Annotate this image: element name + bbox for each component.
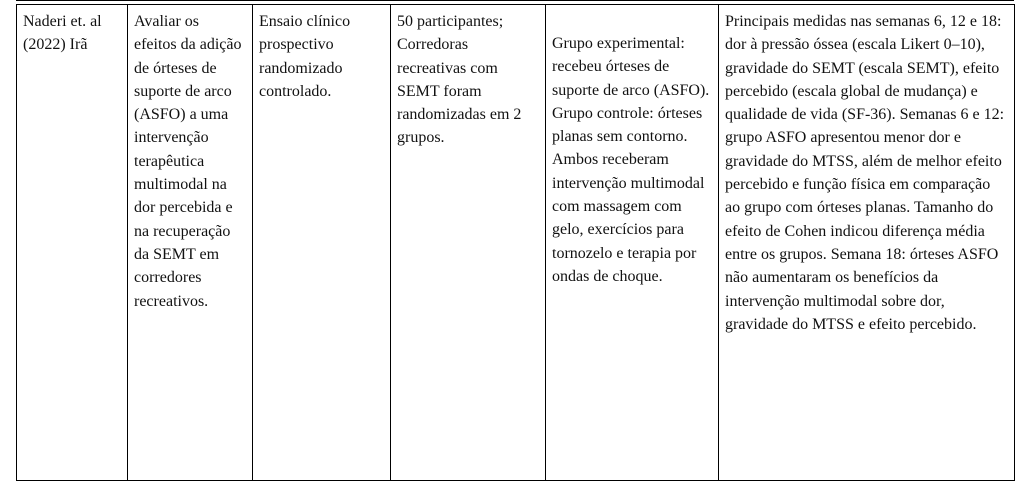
- cell-objective: [128, 5, 253, 481]
- intervention-text: Grupo experimental: recebeu órteses de suporte de arco (ASFO). Grupo controle: órteses planas sem contorno. Ambos receberam intervenção multimodal com massagem com gelo, exercícios para tornozelo e terapia por ondas de choque.: [552, 35, 710, 285]
- intervention-spacer: [552, 10, 711, 32]
- objective-text: Avaliar os efeitos da adição de órteses de suporte de arco (ASFO) a uma intervenção terapêutica multimodal na dor percebida e na recuperação da SEMT em corredores recreativos.: [134, 13, 242, 310]
- cell-study: [17, 5, 128, 481]
- cell-design: [253, 5, 391, 481]
- cell-results: [719, 5, 1015, 481]
- table-row: [17, 5, 1015, 481]
- cell-sample: [391, 5, 546, 481]
- design-text: Ensaio clínico prospectivo randomizado controlado.: [259, 13, 351, 100]
- sample-text: 50 participantes; Corredoras recreativas com SEMT foram randomizadas em 2 grupos.: [397, 13, 522, 147]
- study-summary-table: [16, 4, 1015, 481]
- results-text: Principais medidas nas semanas 6, 12 e 18: dor à pressão óssea (escala Likert 0–10), gravidade do SEMT (escala SEMT), efeito percebido (escala global de mudança) e qualidade de vida (SF-36). Semanas 6 e 12: grupo ASFO apresentou menor dor e gravidade do MTSS, além de melhor efeito percebido e função física em comparação ao grupo com órteses planas. Tamanho do efeito de Cohen indicou diferença média entre os grupos. Semana 18: órteses ASFO não aumentaram os benefícios da intervenção multimodal sobre dor, gravidade do MTSS e efeito percebido.: [725, 13, 1005, 333]
- cell-intervention: [546, 5, 719, 481]
- table-top-border: [16, 0, 1014, 1]
- study-text: Naderi et. al (2022) Irã: [23, 13, 102, 54]
